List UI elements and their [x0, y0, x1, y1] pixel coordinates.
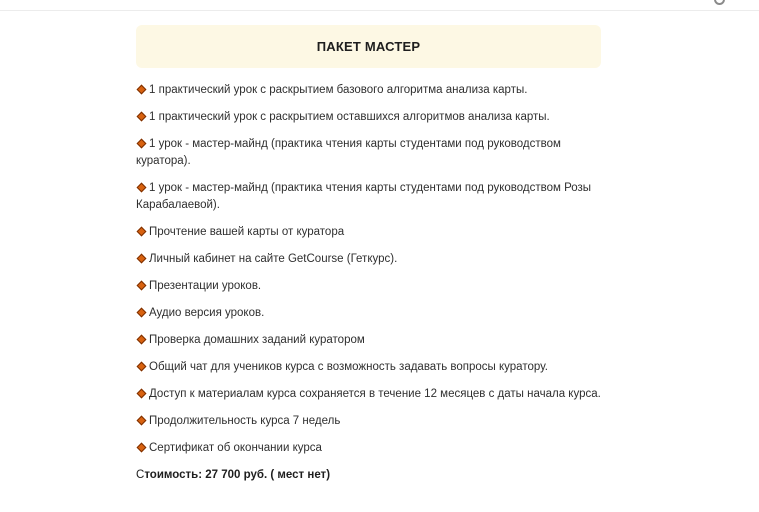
- package-title: ПАКЕТ МАСТЕР: [316, 39, 421, 54]
- orange-diamond-icon: [137, 416, 147, 426]
- feature-item: [136, 359, 601, 376]
- orange-diamond-icon: [137, 389, 147, 399]
- orange-diamond-icon: [137, 362, 147, 372]
- feature-text: Продолжительность курса 7 недель: [149, 415, 341, 427]
- feature-item: [136, 224, 601, 241]
- price-first-letter: С: [136, 469, 145, 481]
- orange-diamond-icon: [137, 254, 147, 264]
- orange-diamond-icon: [137, 139, 147, 149]
- feature-text: Презентации уроков.: [149, 280, 262, 292]
- feature-item: [136, 109, 601, 126]
- search-icon[interactable]: [714, 0, 725, 5]
- feature-text: Прочтение вашей карты от куратора: [149, 226, 345, 238]
- orange-diamond-icon: [137, 227, 147, 237]
- feature-item: [136, 278, 601, 295]
- orange-diamond-icon: [137, 85, 147, 95]
- feature-item: [136, 332, 601, 349]
- orange-diamond-icon: [137, 112, 147, 122]
- feature-item: [136, 440, 601, 457]
- feature-text: Сертификат об окончании курса: [149, 442, 322, 454]
- feature-item: [136, 180, 601, 214]
- feature-text: Доступ к материалам курса сохраняется в течение 12 месяцев с даты начала курса.: [149, 388, 601, 400]
- package-card: [136, 25, 601, 484]
- feature-text: 1 урок - мастер-майнд (практика чтения карты студентами под руководством Розы Карабалаевой).: [136, 182, 592, 211]
- feature-text: Проверка домашних заданий куратором: [149, 334, 365, 346]
- feature-item: [136, 413, 601, 430]
- feature-list: [136, 82, 601, 457]
- feature-item: [136, 136, 601, 170]
- feature-item: [136, 386, 601, 403]
- orange-diamond-icon: [137, 308, 147, 318]
- price-line: [136, 467, 601, 484]
- orange-diamond-icon: [137, 335, 147, 345]
- feature-text: 1 практический урок с раскрытием базового алгоритма анализа карты.: [149, 84, 528, 96]
- price-text: тоимость: 27 700 руб. ( мест нет): [144, 469, 331, 481]
- package-header: [136, 25, 601, 68]
- feature-item: [136, 251, 601, 268]
- feature-text: 1 урок - мастер-майнд (практика чтения карты студентами под руководством куратора).: [136, 138, 561, 167]
- feature-text: Личный кабинет на сайте GetCourse (Геткурс).: [149, 253, 398, 265]
- orange-diamond-icon: [137, 281, 147, 291]
- orange-diamond-icon: [137, 443, 147, 453]
- feature-item: [136, 82, 601, 99]
- feature-text: Общий чат для учеников курса с возможность задавать вопросы куратору.: [149, 361, 548, 373]
- feature-text: Аудио версия уроков.: [149, 307, 265, 319]
- feature-item: [136, 305, 601, 322]
- top-bar: [0, 0, 759, 11]
- orange-diamond-icon: [137, 183, 147, 193]
- feature-text: 1 практический урок с раскрытием оставшихся алгоритмов анализа карты.: [149, 111, 550, 123]
